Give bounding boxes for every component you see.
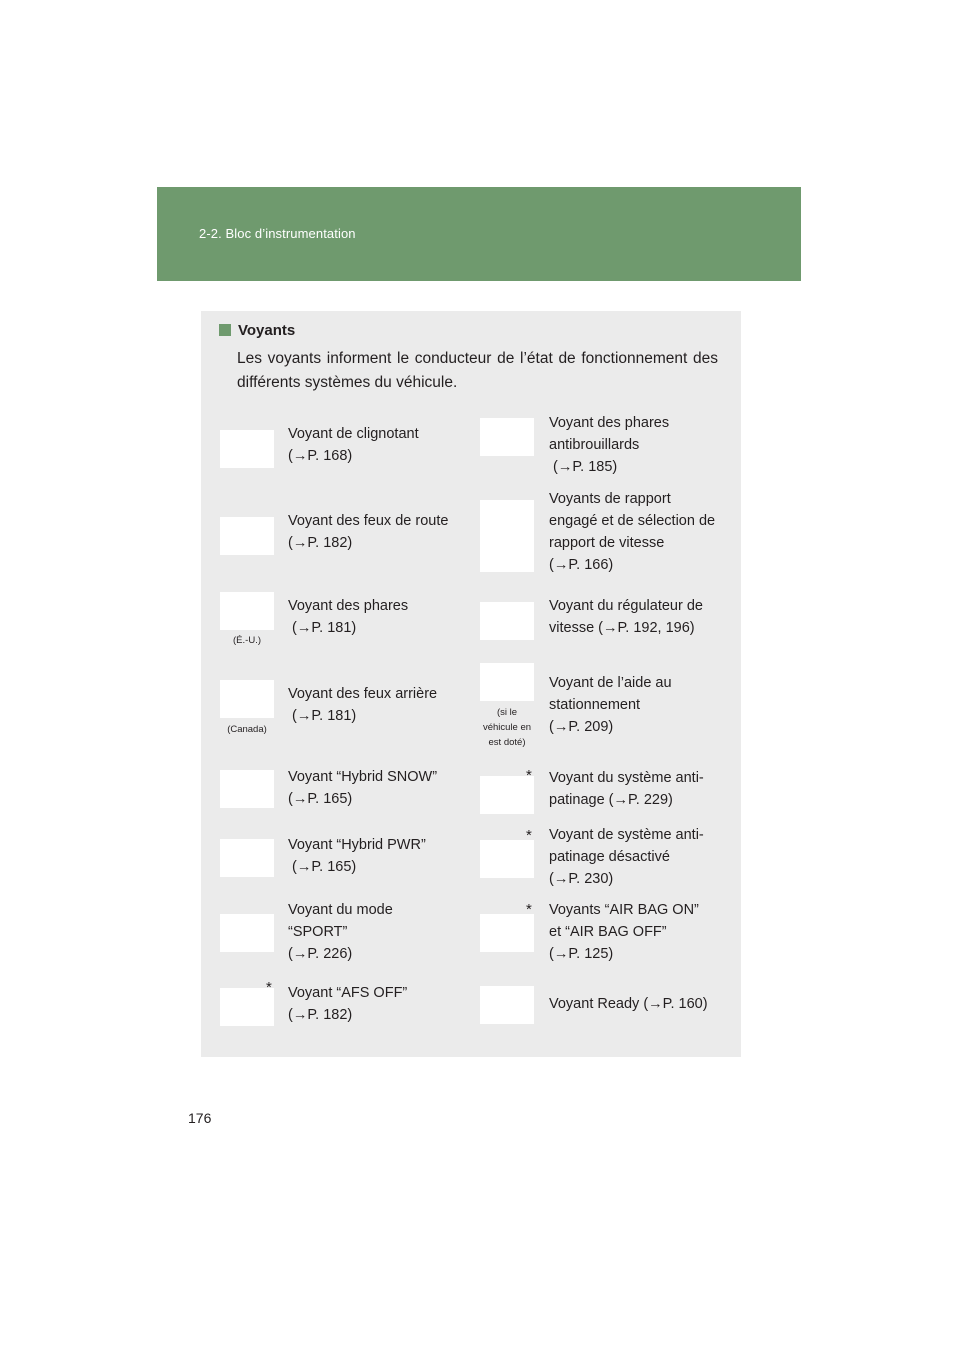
left-item-7-label: Voyant du mode “SPORT” (→P. 226) [288, 902, 393, 962]
headlight-indicator-icon [220, 592, 274, 630]
right-item-8-label: Voyant Ready (→P. 160) [549, 996, 708, 1012]
right-item-4-caption: (si le véhicule en est doté) [482, 707, 532, 748]
chapter-header-bar [157, 187, 801, 281]
cruise-control-indicator-icon [480, 602, 534, 640]
right-item-7-label: Voyants “AIR BAG ON” et “AIR BAG OFF” (→P. 125) [549, 902, 699, 962]
traction-control-off-indicator-icon [480, 840, 534, 878]
right-item-1-label: Voyant des phares antibrouillards (→P. 185) [549, 415, 670, 475]
section-intro: Les voyants informent le conducteur de l’état de fonctionnement des différents systèmes du véhicule. [237, 350, 718, 391]
page-number: 176 [188, 1110, 212, 1126]
shift-position-indicator-icon [480, 500, 534, 572]
section-label: 2-2. Bloc d’instrumentation [199, 226, 356, 241]
left-item-4-caption: (Canada) [227, 724, 267, 735]
air-bag-indicator-icon [480, 914, 534, 952]
fog-light-indicator-icon [480, 418, 534, 456]
left-item-2-label: Voyant des feux de route (→P. 182) [288, 513, 449, 551]
left-item-6-label: Voyant “Hybrid PWR” (→P. 165) [288, 837, 426, 875]
section-title [219, 322, 295, 339]
right-item-7-star: * [526, 901, 532, 918]
right-item-6-star: * [526, 827, 532, 844]
left-item-3-caption: (É.-U.) [233, 635, 261, 646]
left-item-4-label: Voyant des feux arrière (→P. 181) [288, 686, 438, 724]
hybrid-pwr-indicator-icon [220, 839, 274, 877]
parking-assist-indicator-icon [480, 663, 534, 701]
left-item-8-star: * [266, 979, 272, 996]
right-item-4-label: Voyant de l’aide au stationnement (→P. 209) [549, 675, 672, 735]
right-item-3-label: Voyant du régulateur de vitesse (→P. 192, 196) [549, 598, 703, 636]
high-beam-indicator-icon [220, 517, 274, 555]
right-item-5-label: Voyant du système anti- patinage (→P. 229) [549, 770, 704, 808]
section-title-text: Voyants [238, 322, 296, 339]
right-item-5-star: * [526, 767, 532, 784]
left-item-3-label: Voyant des phares (→P. 181) [288, 598, 409, 636]
tail-light-indicator-icon [220, 680, 274, 718]
right-item-6-label: Voyant de système anti- patinage désactivé (→P. 230) [549, 827, 704, 887]
turn-signal-indicator-icon [220, 430, 274, 468]
left-item-1-label: Voyant de clignotant (→P. 168) [288, 426, 419, 464]
ready-indicator-icon [480, 986, 534, 1024]
sport-mode-indicator-icon [220, 914, 274, 952]
hybrid-snow-indicator-icon [220, 770, 274, 808]
left-item-5-label: Voyant “Hybrid SNOW” (→P. 165) [288, 769, 438, 807]
left-item-8-label: Voyant “AFS OFF” (→P. 182) [288, 985, 408, 1023]
bullet-square-icon [219, 324, 231, 336]
right-item-2-label: Voyants de rapport engagé et de sélection de rapport de vitesse (→P. 166) [549, 491, 716, 573]
